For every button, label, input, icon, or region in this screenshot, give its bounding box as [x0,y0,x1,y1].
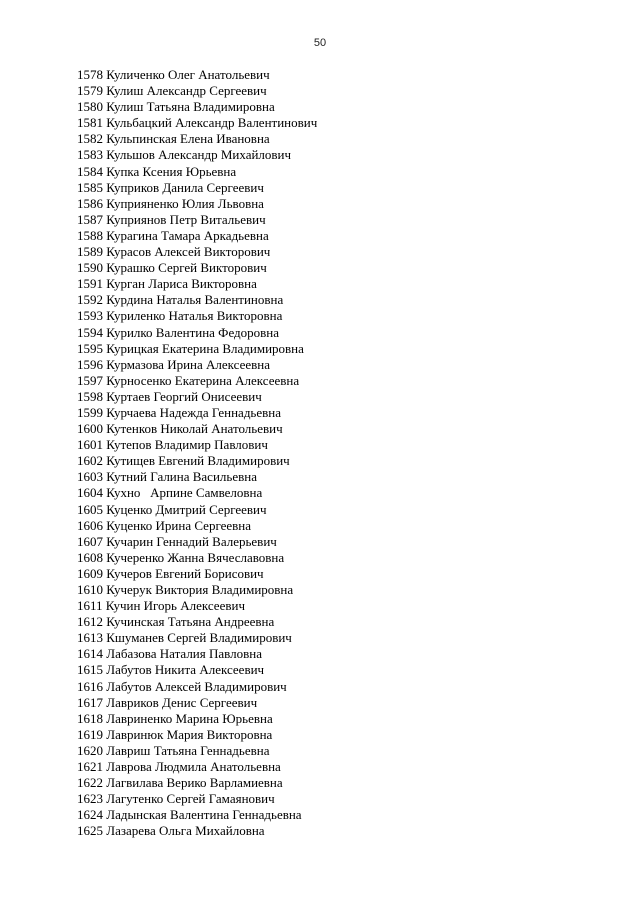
list-item: 1618 Лавриненко Марина Юрьевна [77,710,273,726]
list-item: 1597 Курносенко Екатерина Алексеевна [77,372,300,388]
list-item: 1623 Лагутенко Сергей Гамаянович [77,791,275,807]
list-item: 1579 Кулиш Александр Сергеевич [77,83,267,99]
list-item: 1611 Кучин Игорь Алексеевич [77,598,245,614]
list-item: 1601 Кутепов Владимир Павлович [77,437,268,453]
list-item: 1610 Кучерук Виктория Владимировна [77,582,294,597]
list-item: 1619 Лавринюк Мария Викторовна [77,726,273,742]
list-item: 1602 Кутищев Евгений Владимирович [77,453,290,469]
list-item: 1614 Лабазова Наталия Павловна [77,646,262,662]
list-item: 1590 Курашко Сергей Викторович [77,260,267,276]
list-item: 1617 Лавриков Денис Сергеевич [77,694,258,710]
list-item: 1581 Кульбацкий Александр Валентинович [77,115,318,131]
list-item: 1585 Куприков Данила Сергеевич [77,179,264,195]
list-item: 1580 Кулиш Татьяна Владимировна [77,99,275,115]
list-item: 1612 Кучинская Татьяна Андреевна [77,614,275,630]
list-item: 1600 Кутенков Николай Анатольевич [77,421,283,437]
list-item: 1604 Кухно Арпине Самвеловна [77,485,263,501]
list-item: 1578 Куличенко Олег Анатольевич [77,67,270,82]
list-item: 1605 Куценко Дмитрий Сергеевич [77,501,267,517]
list-item: 1622 Лагвилава Верико Варламиевна [77,775,283,791]
list-item: 1615 Лабутов Никита Алексеевич [77,662,265,678]
name-list [77,67,317,840]
list-item: 1596 Курмазова Ирина Алексеевна [77,356,270,372]
list-item: 1583 Кульшов Александр Михайлович [77,147,292,163]
list-item: 1588 Курагина Тамара Аркадьевна [77,227,269,243]
list-item: 1598 Куртаев Георгий Онисеевич [77,388,262,404]
list-item: 1625 Лазарева Ольга Михайловна [77,823,265,839]
list-item: 1616 Лабутов Алексей Владимирович [77,678,287,694]
list-item: 1607 Кучарин Геннадий Валерьевич [77,533,277,549]
list-item: 1593 Куриленко Наталья Викторовна [77,308,283,324]
list-item: 1582 Кульпинская Елена Ивановна [77,131,270,147]
list-item: 1606 Куценко Ирина Сергеевна [77,517,252,533]
list-item: 1599 Курчаева Надежда Геннадьевна [77,404,282,420]
list-item: 1621 Лаврова Людмила Анатольевна [77,759,281,775]
list-item: 1595 Курицкая Екатерина Владимировна [77,340,304,356]
list-item: 1586 Куприяненко Юлия Львовна [77,195,264,211]
list-item: 1589 Курасов Алексей Викторович [77,244,271,260]
list-item: 1613 Кшуманев Сергей Владимирович [77,630,292,646]
list-item: 1594 Курилко Валентина Федоровна [77,324,280,340]
list-item: 1609 Кучеров Евгений Борисович [77,565,264,581]
list-item: 1584 Купка Ксения Юрьевна [77,163,237,179]
list-item: 1624 Ладынская Валентина Геннадьевна [77,807,302,823]
list-item: 1591 Курган Лариса Викторовна [77,276,257,292]
list-item: 1592 Курдина Наталья Валентиновна [77,292,284,308]
list-item: 1587 Куприянов Петр Витальевич [77,211,266,227]
page-number: 50 [313,37,327,49]
list-item: 1620 Лавриш Татьяна Геннадьевна [77,742,270,758]
list-item: 1603 Кутний Галина Васильевна [77,469,257,485]
list-item: 1608 Кучеренко Жанна Вячеславовна [77,549,285,565]
